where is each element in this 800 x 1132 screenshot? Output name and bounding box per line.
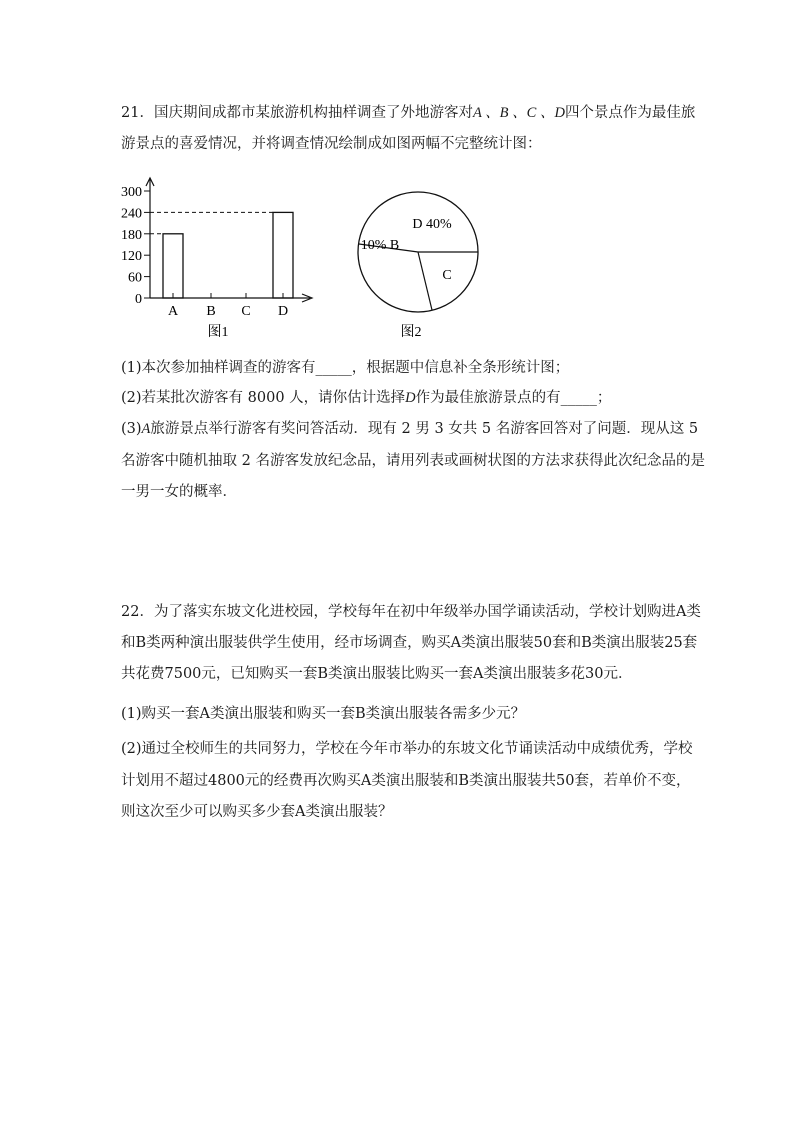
y-tick-label: 180 [121,227,142,243]
q21-sub1: (1)本次参加抽样调查的游客有_____，根据题中信息补全条形统计图； [121,360,570,376]
y-tick-label: 60 [128,270,142,286]
x-tick-label: C [241,304,251,319]
slice-label: D 40% [412,217,452,232]
q22-stem-line3: 共花费7500元，已知购买一套B类演出服装比购买一套A类演出服装多花30元． [121,666,633,682]
q21-sub3-line3: 一男一女的概率． [121,484,237,500]
q22-sub2-line2: 计划用不超过4800元的经费再次购买A类演出服装和B类演出服装共50套，若单价不变， [121,773,691,789]
q21-letters: A 、B 、C 、D [472,105,565,121]
y-tick-label: 0 [135,292,142,307]
q21-stem-line1: 21．国庆期间成都市某旅游机构抽样调查了外地游客对A 、B 、C 、D四个景点作为最佳旅 [121,105,696,121]
slice-label: C [442,268,452,283]
x-tick-label: B [206,304,216,319]
y-tick-label: 240 [121,206,142,222]
q21-sub3-line1: (3)A旅游景点举行游客有奖问答活动．现有 2 男 3 女共 5 名游客回答对了问题．现从这 5 [121,421,699,437]
q21-sub2: (2)若某批次游客有 8000 人，请你估计选择D作为最佳旅游景点的有_____； [121,390,612,406]
y-tick-label: 120 [121,249,142,265]
q22-stem-line2: 和B类两种演出服装供学生使用，经市场调查，购买A类演出服装50套和B类演出服装25套 [121,635,698,651]
chart-title-fig2: 图2 [400,325,422,340]
slice-label: 10% B [360,238,400,253]
q21-sub3-line2: 名游客中随机抽取 2 名游客发放纪念品，请用列表或画树状图的方法求获得此次纪念品的是 [121,453,705,469]
q22-sub1: (1)购买一套A类演出服装和购买一套B类演出服装各需多少元？ [121,706,526,722]
q22-sub2-line1: (2)通过全校师生的共同努力，学校在今年市举办的东坡文化节诵读活动中成绩优秀，学校 [121,741,693,757]
slice-boundary [418,252,432,310]
q21-stem-line2: 游景点的喜爱情况，并将调查情况绘制成如图两幅不完整统计图： [121,136,542,152]
q22-sub2-line3: 则这次至少可以购买多少套A类演出服装？ [121,804,393,820]
x-tick-label: A [167,304,179,319]
x-tick-label: D [277,304,289,319]
q22-stem-line1: 22．为了落实东坡文化进校园，学校每年在初中年级举办国学诵读活动，学校计划购进A类 [121,604,701,620]
chart-title-fig1: 图1 [207,325,229,340]
y-tick-label: 300 [121,185,142,200]
